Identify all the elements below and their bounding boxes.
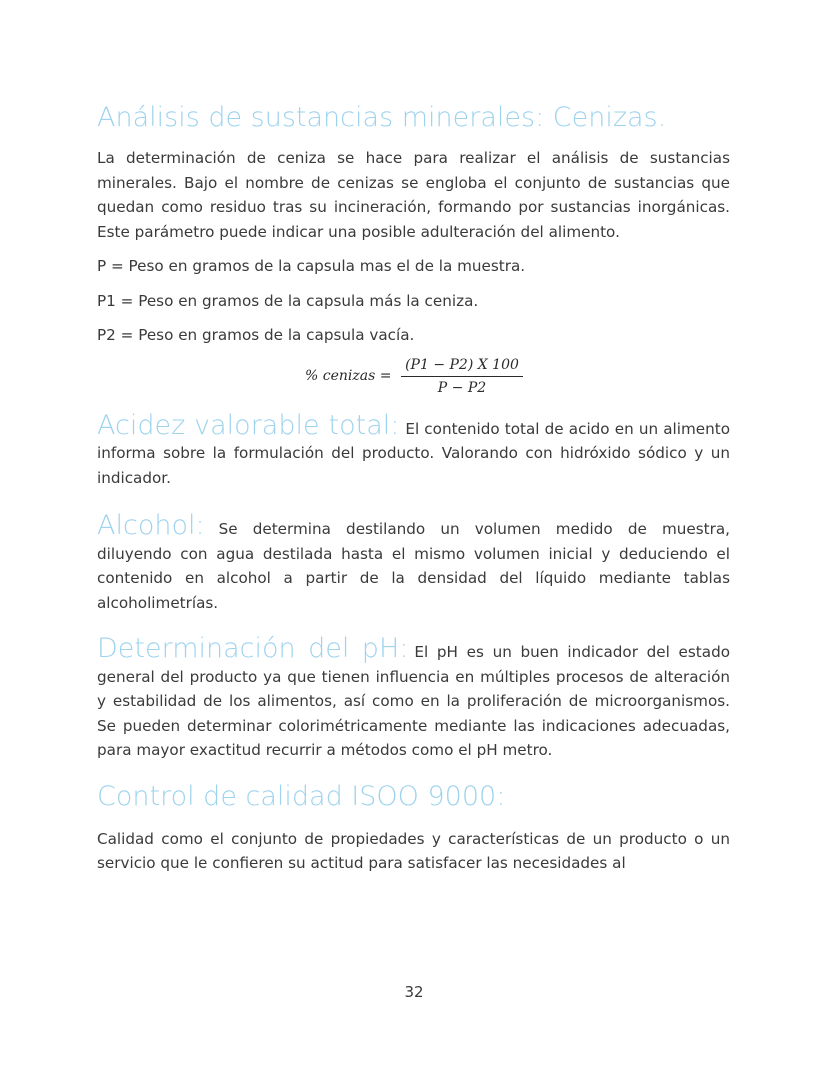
formula-numerator: (P1 − P2) X 100	[405, 356, 519, 373]
alcohol-text: Se determina destilando un volumen medido de muestra, diluyendo con agua destilada hasta el mismo volumen inicial y deduciendo el contenido en alcohol a partir de la densidad del líquido mediante tablas alcoholimetrías.	[97, 520, 730, 612]
section-title-acidez: Acidez valorable total:	[97, 409, 400, 441]
section-title-cenizas: Análisis de sustancias minerales: Cenizas.	[97, 102, 667, 133]
alcohol-block	[97, 510, 730, 615]
calidad-paragraph: Calidad como el conjunto de propiedades y características de un producto o un servicio que le confieren su actitud para satisfacer las necesidades al	[97, 829, 730, 872]
fraction-bar	[401, 376, 523, 377]
section-title-alcohol: Alcohol:	[97, 510, 205, 541]
formula-lhs: % cenizas =	[305, 367, 392, 384]
definition-p2: P2 = Peso en gramos de la capsula vacía.	[97, 326, 415, 344]
acidez-text: El contenido total de acido en un alimento informa sobre la formulación del producto. Valorando con hidróxido sódico y un indicador.	[97, 419, 730, 487]
ph-text: El pH es un buen indicador del estado general del producto ya que tienen influencia en múltiples procesos de alteración y estabilidad de los alimentos, así como en la proliferación de microorganismos. Se pueden determinar colorimétricamente mediante las indicaciones adecuadas, para mayor exactitud recurrir a métodos como el pH metro.	[97, 643, 731, 759]
section-title-ph: Determinación del pH:	[97, 633, 409, 664]
formula-fraction	[401, 356, 523, 397]
cenizas-formula	[97, 356, 730, 400]
ph-block	[97, 633, 731, 763]
page-content	[97, 98, 730, 876]
cenizas-paragraph: La determinación de ceniza se hace para realizar el análisis de sustancias minerales. Bajo el nombre de cenizas se engloba el conjunto de sustancias que quedan como residuo tras su incineración, formando por sustancias inorgánicas. Este parámetro puede indicar una posible adulteración del alimento.	[97, 149, 730, 241]
acidez-block	[97, 409, 730, 491]
definition-p1: P1 = Peso en gramos de la capsula más la ceniza.	[97, 291, 479, 310]
section-title-calidad: Control de calidad ISOO 9000:	[97, 780, 506, 812]
definition-p: P = Peso en gramos de la capsula mas el de la muestra.	[97, 257, 526, 275]
page-number: 32	[404, 983, 424, 1001]
formula-denominator: P − P2	[437, 379, 487, 396]
